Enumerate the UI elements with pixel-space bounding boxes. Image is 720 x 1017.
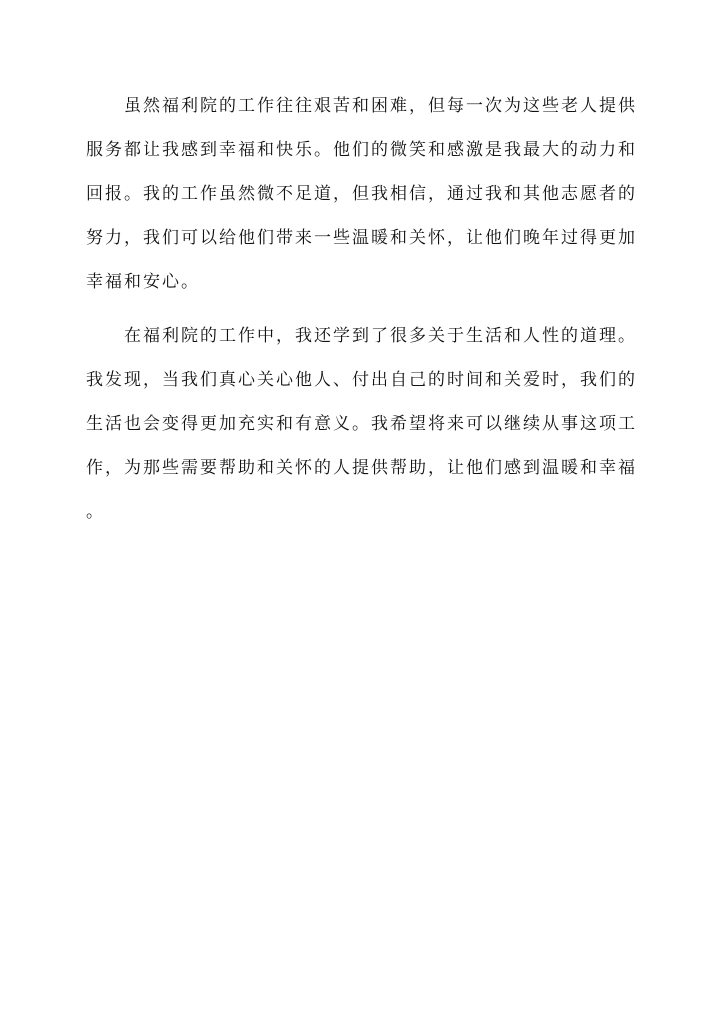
paragraph-line: 回报。我的工作虽然微不足道，但我相信，通过我和其他志愿者的	[86, 184, 637, 204]
paragraph-line: 在福利院的工作中，我还学到了很多关于生活和人性的道理。	[124, 326, 637, 346]
paragraph-line: 。	[86, 502, 105, 522]
paragraph-line: 我发现，当我们真心关心他人、付出自己的时间和关爱时，我们的	[86, 370, 637, 390]
paragraph-2	[86, 314, 637, 534]
paragraph-line: 努力，我们可以给他们带来一些温暖和关怀，让他们晚年过得更加	[86, 228, 637, 248]
paragraph-line: 虽然福利院的工作往往艰苦和困难，但每一次为这些老人提供	[124, 96, 637, 116]
document-body	[86, 84, 637, 544]
paragraph-line: 生活也会变得更加充实和有意义。我希望将来可以继续从事这项工	[86, 414, 637, 434]
paragraph-line: 服务都让我感到幸福和快乐。他们的微笑和感激是我最大的动力和	[86, 140, 637, 160]
paragraph-1	[86, 84, 637, 304]
paragraph-line: 作，为那些需要帮助和关怀的人提供帮助，让他们感到温暖和幸福	[86, 458, 637, 478]
paragraph-line: 幸福和安心。	[86, 272, 200, 292]
